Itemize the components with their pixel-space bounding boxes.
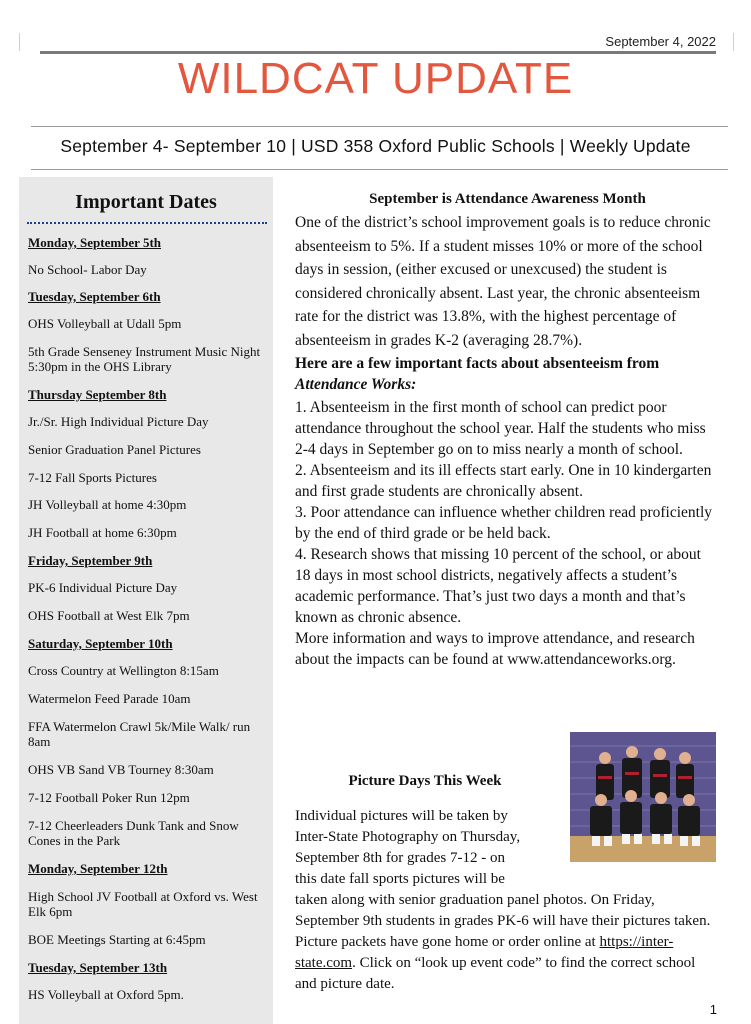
event-item: 7-12 Fall Sports Pictures — [28, 470, 157, 485]
facts-heading — [295, 353, 720, 395]
sidebar-title: Important Dates — [75, 191, 217, 213]
picture-after-link: . Click on “look up event code” to find the correct school and picture date. — [295, 955, 696, 992]
fact-item: 3. Poor attendance can influence whether children read proficiently by the end of third grade or be held back. — [295, 504, 713, 542]
date-heading: Monday, September 12th — [28, 861, 168, 876]
attendance-heading: September is Attendance Awareness Month — [369, 191, 646, 207]
issue-date: September 4, 2022 — [605, 34, 716, 49]
event-item: OHS Volleyball at Udall 5pm — [28, 316, 182, 331]
divider — [31, 169, 728, 170]
event-item: JH Volleyball at home 4:30pm — [28, 497, 187, 512]
event-item: No School- Labor Day — [28, 262, 147, 277]
fact-item: 1. Absenteeism in the first month of school can predict poor attendance throughout the school year. Half the students who miss 2-4 days in September go on to miss nearly a month of school. — [295, 399, 706, 458]
page-corner-mark — [19, 33, 20, 51]
event-item: 7-12 Cheerleaders Dunk Tank and Snow Cones in the Park — [28, 818, 239, 848]
event-item: High School JV Football at Oxford vs. West Elk 6pm — [28, 889, 258, 919]
picture-line: Individual pictures will be taken by — [295, 808, 508, 824]
date-heading: Tuesday, September 6th — [28, 289, 161, 304]
picture-days-heading: Picture Days This Week — [348, 773, 502, 789]
event-item: PK-6 Individual Picture Day — [28, 580, 178, 595]
event-item: 7-12 Football Poker Run 12pm — [28, 790, 190, 805]
date-heading: Friday, September 9th — [28, 553, 153, 568]
dotted-divider — [27, 222, 267, 224]
facts-source: Attendance Works: — [295, 376, 417, 393]
newsletter-title: WILDCAT UPDATE — [177, 54, 574, 103]
attendance-intro: One of the district’s school improvement goals is to reduce chronic absenteeism to 5%. If a student misses 10% or more of the school days in session, (either excused or unexcused) the student is considered chronically absent. Last year, the chronic absenteeism rate for the district was 13.8%, with the highest percentage of absenteeism in grades K-2 (averaging 28.7%). — [295, 214, 711, 349]
inter-state-link[interactable]: https://inter-state.com — [295, 934, 674, 971]
event-item: OHS VB Sand VB Tourney 8:30am — [28, 762, 214, 777]
picture-days-body — [295, 806, 720, 995]
divider — [31, 126, 728, 127]
picture-line: September 8th for grades 7-12 - on — [295, 850, 505, 866]
picture-line: this date fall sports pictures will be — [295, 871, 505, 887]
event-item: Cross Country at Wellington 8:15am — [28, 663, 219, 678]
picture-paragraph — [295, 890, 720, 995]
page-corner-mark — [733, 33, 734, 51]
newsletter-subtitle: September 4- September 10 | USD 358 Oxford Public Schools | Weekly Update — [60, 136, 691, 156]
event-item: BOE Meetings Starting at 6:45pm — [28, 932, 206, 947]
important-dates-sidebar — [19, 177, 273, 1024]
date-heading: Monday, September 5th — [28, 235, 162, 250]
event-item: OHS Football at West Elk 7pm — [28, 608, 190, 623]
facts-heading-text: Here are a few important facts about absenteeism from — [295, 355, 660, 372]
facts-list — [295, 397, 720, 670]
date-heading: Tuesday, September 13th — [28, 960, 168, 975]
event-item: 5th Grade Senseney Instrument Music Night 5:30pm in the OHS Library — [28, 344, 261, 374]
fact-item: 2. Absenteeism and its ill effects start early. One in 10 kindergarten and first grade students are chronically absent. — [295, 462, 712, 500]
picture-rest: taken along with senior graduation panel photos. On Friday, September 9th students in grades PK-6 will have their pictures taken. Picture packets have gone home or order online at — [295, 892, 711, 950]
fact-item: 4. Research shows that missing 10 percent of the school, or about 18 days in most school districts, negatively affects a student’s academic performance. That’s just two days a month and that’s known as chronic absence. — [295, 546, 701, 626]
date-heading: Thursday September 8th — [28, 387, 167, 402]
page-number: 1 — [709, 1002, 717, 1017]
fact-item: More information and ways to improve attendance, and research about the impacts can be found at www.attendanceworks.org. — [295, 630, 695, 668]
picture-line: Inter-State Photography on Thursday, — [295, 829, 521, 845]
attendance-article — [295, 191, 720, 670]
event-item: JH Football at home 6:30pm — [28, 525, 177, 540]
event-item: HS Volleyball at Oxford 5pm. — [28, 987, 184, 1002]
event-item: Senior Graduation Panel Pictures — [28, 442, 201, 457]
event-item: Jr./Sr. High Individual Picture Day — [28, 414, 209, 429]
event-item: Watermelon Feed Parade 10am — [28, 691, 191, 706]
date-heading: Saturday, September 10th — [28, 636, 173, 651]
event-item: FFA Watermelon Crawl 5k/Mile Walk/ run 8am — [28, 719, 251, 749]
